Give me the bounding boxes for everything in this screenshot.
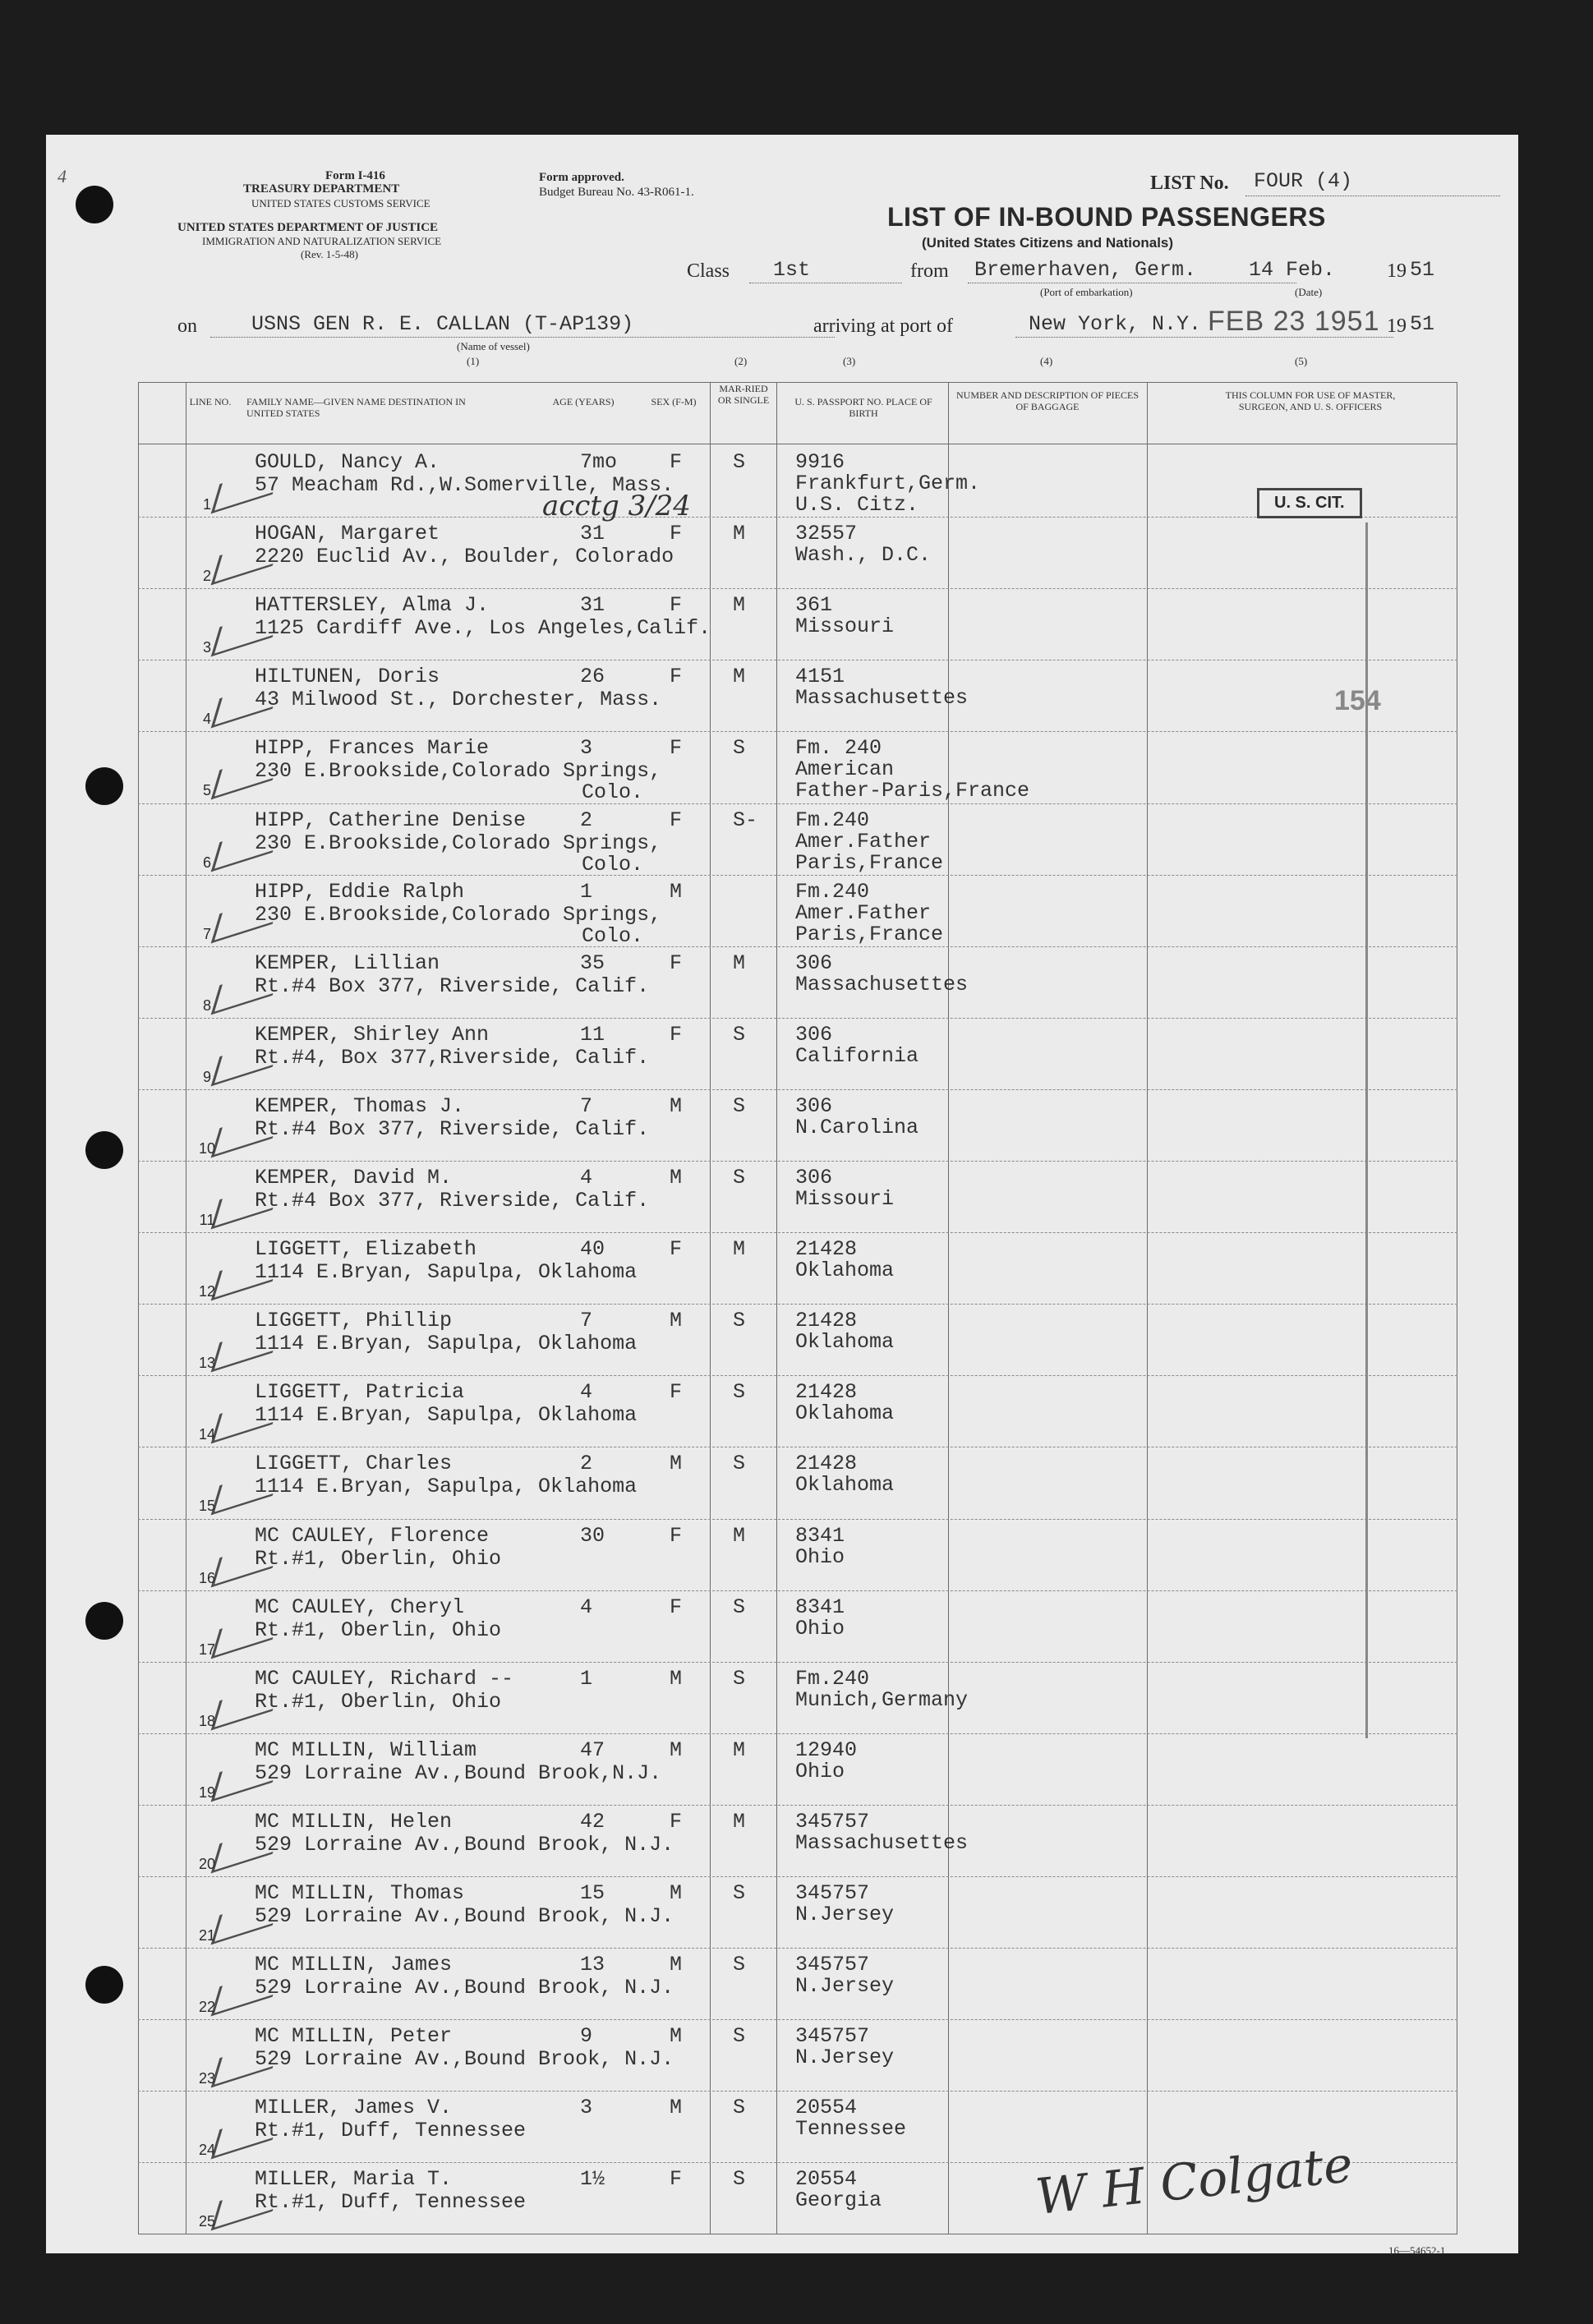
passenger-age: 7mo	[580, 450, 618, 474]
passport-number: 345757	[795, 1953, 870, 1977]
place-of-birth: Frankfurt,Germ.	[795, 472, 981, 495]
passenger-name: HILTUNEN, Doris	[255, 665, 440, 689]
passport-number: 306	[795, 1093, 833, 1118]
passenger-address: Rt.#1, Oberlin, Ohio	[255, 1689, 502, 1714]
passenger-age: 4	[580, 1380, 593, 1405]
passenger-name: KEMPER, Lillian	[255, 950, 440, 975]
passenger-sex: M	[670, 1737, 683, 1762]
passenger-name: MC CAULEY, Richard --	[255, 1666, 514, 1691]
passenger-name: HIPP, Frances Marie	[255, 736, 490, 761]
passenger-address: 1114 E.Bryan, Sapulpa, Oklahoma	[255, 1260, 638, 1285]
passenger-age: 15	[580, 1881, 605, 1905]
passenger-age: 3	[580, 736, 593, 761]
passenger-name: HATTERSLEY, Alma J.	[255, 593, 490, 618]
line-number: 11	[199, 1212, 215, 1228]
place-of-birth: Ohio	[795, 1759, 845, 1783]
marital-status: S	[733, 1452, 746, 1476]
line-number: 25	[198, 2213, 216, 2230]
line-number: 24	[198, 2142, 216, 2159]
passenger-sex: F	[670, 1022, 683, 1047]
place-of-birth: N.Jersey	[795, 1903, 895, 1926]
row-divider	[138, 2019, 1457, 2020]
col-num-3: (3)	[843, 355, 856, 367]
place-of-birth: Massachusettes	[795, 686, 969, 711]
passenger-address: Rt.#1, Oberlin, Ohio	[255, 1546, 502, 1571]
passenger-sex: M	[670, 1881, 683, 1905]
port-caption: (Port of embarkation)	[1040, 286, 1133, 298]
line-number: 21	[198, 1927, 216, 1944]
passenger-name: KEMPER, David M.	[255, 1166, 453, 1190]
passenger-name: LIGGETT, Elizabeth	[255, 1237, 477, 1262]
place-of-birth: California	[795, 1043, 919, 1068]
line-number: 13	[198, 1355, 216, 1372]
marital-status: M	[733, 1237, 746, 1262]
passenger-sex: M	[670, 1309, 683, 1333]
passenger-age: 3	[580, 2096, 593, 2120]
place-of-birth: Oklahoma	[795, 1259, 895, 1283]
place-of-birth-cont: Father-Paris,France	[795, 779, 1030, 803]
passenger-name: LIGGETT, Phillip	[255, 1309, 453, 1333]
passport-number: Fm.240	[795, 1666, 870, 1691]
budget-bureau: Budget Bureau No. 43-R061-1.	[539, 186, 694, 199]
vessel-underline	[210, 337, 835, 338]
passenger-sex: F	[670, 736, 683, 761]
marital-status: M	[733, 1737, 746, 1762]
passenger-age: 2	[580, 808, 593, 832]
passenger-address: 1114 E.Bryan, Sapulpa, Oklahoma	[255, 1403, 638, 1428]
place-of-birth: Georgia	[795, 2188, 882, 2213]
row-divider	[138, 1232, 1457, 1233]
passport-number: Fm.240	[795, 808, 870, 832]
passenger-name: GOULD, Nancy A.	[255, 450, 440, 474]
row-divider	[138, 1590, 1457, 1591]
place-of-birth: N.Jersey	[795, 1974, 895, 1999]
passport-number: 21428	[795, 1380, 858, 1405]
passport-number: 20554	[795, 2096, 858, 2120]
passenger-sex: F	[670, 1809, 683, 1834]
date-caption: (Date)	[1295, 286, 1323, 298]
passport-number: 20554	[795, 2167, 858, 2192]
place-of-birth: Amer.Father	[795, 900, 932, 925]
passport-number: 21428	[795, 1452, 858, 1476]
place-of-birth: Massachusettes	[795, 1830, 969, 1855]
punch-hole	[85, 1602, 123, 1640]
line-number: 6	[202, 854, 211, 871]
passenger-name: KEMPER, Thomas J.	[255, 1093, 465, 1118]
passenger-name: KEMPER, Shirley Ann	[255, 1022, 490, 1047]
passenger-address: 529 Lorraine Av.,Bound Brook, N.J.	[255, 1904, 674, 1928]
passport-number: 306	[795, 950, 833, 975]
passenger-age: 13	[580, 1953, 605, 1977]
passenger-address: 2220 Euclid Av., Boulder, Colorado	[255, 545, 674, 569]
passport-number: 306	[795, 1166, 833, 1190]
year-value: 51	[1410, 258, 1435, 282]
col-head-sex: SEX (F-M)	[651, 396, 697, 407]
passenger-sex: M	[670, 1666, 683, 1691]
passenger-address: 1114 E.Bryan, Sapulpa, Oklahoma	[255, 1332, 638, 1356]
passport-number: Fm. 240	[795, 736, 882, 761]
arrival-year: 51	[1410, 312, 1435, 336]
embarkation-date: 14 Feb.	[1249, 258, 1336, 282]
marital-status: S	[733, 1309, 746, 1333]
passenger-age: 35	[580, 950, 605, 975]
passenger-sex: M	[670, 1452, 683, 1476]
punch-hole	[85, 767, 123, 805]
passport-number: 21428	[795, 1237, 858, 1262]
passenger-sex: F	[670, 1595, 683, 1619]
ins-service: IMMIGRATION AND NATURALIZATION SERVICE	[202, 235, 442, 247]
marital-status: M	[733, 950, 746, 975]
place-of-birth: Oklahoma	[795, 1473, 895, 1498]
passenger-age: 1½	[580, 2167, 605, 2192]
col-head-age: AGE (YEARS)	[552, 396, 615, 407]
line-number: 10	[198, 1139, 216, 1157]
passenger-age: 31	[580, 593, 605, 618]
row-divider	[138, 946, 1457, 947]
passenger-sex: M	[670, 1953, 683, 1977]
on-label: on	[177, 315, 197, 337]
place-of-birth: Oklahoma	[795, 1330, 895, 1355]
passenger-age: 31	[580, 522, 605, 546]
marital-status: M	[733, 593, 746, 618]
year-prefix: 19	[1387, 260, 1407, 282]
passenger-address: Rt.#4 Box 377, Riverside, Calif.	[255, 1116, 650, 1141]
row-divider	[138, 1805, 1457, 1806]
passport-number: 361	[795, 593, 833, 618]
passport-number: 4151	[795, 665, 845, 689]
row-divider	[138, 1519, 1457, 1520]
marital-status: S	[733, 450, 746, 474]
line-number: 15	[198, 1498, 216, 1515]
row-divider	[138, 1161, 1457, 1162]
passport-number: 8341	[795, 1595, 845, 1619]
embarkation-port: Bremerhaven, Germ.	[974, 258, 1197, 282]
passenger-address: 230 E.Brookside,Colorado Springs,	[255, 831, 662, 855]
passenger-age: 2	[580, 1452, 593, 1476]
marital-status: S	[733, 1093, 746, 1118]
col-num-2: (2)	[734, 355, 748, 367]
passport-number: 32557	[795, 522, 858, 546]
passenger-name: MC CAULEY, Cheryl	[255, 1595, 465, 1619]
col-head-name: FAMILY NAME—GIVEN NAME DESTINATION IN UNITED STATES	[246, 396, 466, 419]
row-divider	[138, 731, 1457, 732]
from-label: from	[910, 260, 949, 282]
place-of-birth-cont: U.S. Citz.	[795, 493, 919, 517]
place-of-birth: Missouri	[795, 1187, 895, 1211]
handwritten-annotation: acctg 3/24	[542, 490, 691, 522]
passenger-address-cont: Colo.	[582, 852, 644, 877]
line-number: 19	[198, 1783, 216, 1801]
passenger-name: MC MILLIN, William	[255, 1737, 477, 1762]
punch-hole	[85, 1966, 123, 2004]
place-of-birth: Ohio	[795, 1544, 845, 1569]
place-of-birth: N.Carolina	[795, 1115, 919, 1139]
passenger-sex: M	[670, 879, 683, 904]
passenger-age: 40	[580, 1237, 605, 1262]
passport-number: 9916	[795, 450, 845, 474]
page-title: LIST OF IN-BOUND PASSENGERS	[887, 202, 1326, 232]
passenger-address: Rt.#4 Box 377, Riverside, Calif.	[255, 973, 650, 998]
officer-signature: W H Colgate	[1033, 2135, 1356, 2227]
line-number: 14	[198, 1426, 216, 1443]
passenger-sex: F	[670, 2167, 683, 2192]
passport-number: 306	[795, 1022, 833, 1047]
col-head-married: MAR-RIED OR SINGLE	[717, 383, 770, 406]
line-number: 3	[202, 639, 211, 656]
passenger-address: 57 Meacham Rd.,W.Somerville, Mass.	[255, 473, 674, 497]
col-head-line: LINE NO.	[189, 396, 232, 407]
passenger-address: Rt.#1, Oberlin, Ohio	[255, 1618, 502, 1642]
row-divider	[138, 2091, 1457, 2092]
passenger-age: 47	[580, 1737, 605, 1762]
marital-status: S	[733, 1953, 746, 1977]
marital-status: M	[733, 522, 746, 546]
place-of-birth: Massachusettes	[795, 972, 969, 996]
page-subtitle: (United States Citizens and Nationals)	[922, 235, 1174, 251]
marital-status: S	[733, 2024, 746, 2049]
marital-status: S-	[733, 808, 758, 832]
row-divider	[138, 1018, 1457, 1019]
class-label: Class	[687, 260, 730, 282]
list-number: FOUR (4)	[1254, 169, 1353, 193]
passenger-address: Rt.#4, Box 377,Riverside, Calif.	[255, 1045, 650, 1070]
customs-service: UNITED STATES CUSTOMS SERVICE	[251, 197, 430, 209]
treasury-dept: TREASURY DEPARTMENT	[243, 182, 400, 196]
passenger-name: LIGGETT, Charles	[255, 1452, 453, 1476]
line-number: 16	[198, 1569, 216, 1586]
marital-status: M	[733, 665, 746, 689]
line-number: 7	[202, 925, 211, 942]
marital-status: S	[733, 1881, 746, 1905]
line-number: 1	[202, 496, 211, 513]
passenger-name: MC MILLIN, James	[255, 1953, 453, 1977]
passenger-age: 7	[580, 1309, 593, 1333]
marital-status: M	[733, 1523, 746, 1548]
justice-dept: UNITED STATES DEPARTMENT OF JUSTICE	[177, 221, 439, 234]
passenger-address: 529 Lorraine Av.,Bound Brook,N.J.	[255, 1760, 662, 1785]
row-divider	[138, 1304, 1457, 1305]
passenger-name: LIGGETT, Patricia	[255, 1380, 465, 1405]
arrival-date-stamp: FEB 23 1951	[1208, 306, 1380, 337]
passenger-name: MILLER, James V.	[255, 2096, 453, 2120]
passenger-sex: F	[670, 808, 683, 832]
marital-status: S	[733, 1666, 746, 1691]
passenger-address: Rt.#1, Duff, Tennessee	[255, 2119, 527, 2143]
passenger-name: MILLER, Maria T.	[255, 2167, 453, 2192]
us-citizen-stamp: U. S. CIT.	[1257, 488, 1362, 518]
passport-number: 345757	[795, 1881, 870, 1905]
passenger-sex: F	[670, 1380, 683, 1405]
place-of-birth: N.Jersey	[795, 2046, 895, 2070]
line-number: 17	[198, 1641, 216, 1658]
passenger-sex: F	[670, 1523, 683, 1548]
punch-hole	[76, 186, 113, 223]
passenger-address: 43 Milwood St., Dorchester, Mass.	[255, 688, 662, 712]
passenger-address: 529 Lorraine Av.,Bound Brook, N.J.	[255, 1976, 674, 2000]
arrival-port: New York, N.Y.	[1029, 312, 1202, 336]
passenger-address: 529 Lorraine Av.,Bound Brook, N.J.	[255, 1832, 674, 1857]
place-of-birth-cont: Paris,France	[795, 850, 944, 875]
passenger-age: 1	[580, 1666, 593, 1691]
passenger-address-cont: Colo.	[582, 923, 644, 948]
passenger-age: 1	[580, 879, 593, 904]
row-divider	[138, 1089, 1457, 1090]
form-revision: (Rev. 1-5-48)	[301, 248, 358, 260]
arrival-underline	[1015, 337, 1393, 338]
row-divider	[138, 875, 1457, 876]
place-of-birth: Wash., D.C.	[795, 543, 932, 568]
place-of-birth: Munich,Germany	[795, 1687, 969, 1712]
passenger-name: MC MILLIN, Thomas	[255, 1881, 465, 1905]
passport-number: 345757	[795, 2024, 870, 2049]
passenger-address: 529 Lorraine Av.,Bound Brook, N.J.	[255, 2047, 674, 2072]
place-of-birth: Amer.Father	[795, 829, 932, 854]
record-number-stamp: 154	[1334, 685, 1381, 716]
passport-number: Fm.240	[795, 879, 870, 904]
punch-hole	[85, 1131, 123, 1169]
vessel-caption: (Name of vessel)	[457, 340, 530, 352]
col-head-officers: THIS COLUMN FOR USE OF MASTER, SURGEON, AND U. S. OFFICERS	[1225, 389, 1396, 412]
line-number: 5	[202, 782, 211, 799]
passenger-address: Rt.#4 Box 377, Riverside, Calif.	[255, 1189, 650, 1213]
passport-number: 21428	[795, 1309, 858, 1333]
passenger-sex: F	[670, 1237, 683, 1262]
line-number: 8	[202, 996, 211, 1014]
col-head-baggage: NUMBER AND DESCRIPTION OF PIECES OF BAGGAGE	[955, 389, 1140, 412]
passport-number: 8341	[795, 1523, 845, 1548]
passenger-name: HOGAN, Margaret	[255, 522, 440, 546]
line-number: 18	[198, 1712, 216, 1729]
marital-status: S	[733, 1022, 746, 1047]
margin-mark: 4	[58, 166, 67, 186]
arrival-year-prefix: 19	[1387, 315, 1407, 337]
list-label: LIST No.	[1150, 173, 1229, 194]
place-of-birth: Oklahoma	[795, 1401, 895, 1426]
passenger-sex: M	[670, 2096, 683, 2120]
line-number: 9	[202, 1068, 211, 1085]
passenger-address: 230 E.Brookside,Colorado Springs,	[255, 759, 662, 784]
arriving-label: arriving at port of	[813, 315, 953, 337]
col-num-1: (1)	[467, 355, 480, 367]
marital-status: S	[733, 2167, 746, 2192]
marital-status: S	[733, 736, 746, 761]
passenger-age: 11	[580, 1022, 605, 1047]
passenger-sex: F	[670, 450, 683, 474]
passenger-sex: M	[670, 1093, 683, 1118]
passenger-address: 1125 Cardiff Ave., Los Angeles,Calif.	[255, 616, 711, 641]
marital-status: M	[733, 1809, 746, 1834]
vessel-name: USNS GEN R. E. CALLAN (T-AP139)	[251, 312, 634, 336]
passenger-address-cont: Colo.	[582, 780, 644, 805]
row-divider	[138, 1662, 1457, 1663]
passenger-sex: M	[670, 1166, 683, 1190]
passenger-age: 4	[580, 1166, 593, 1190]
line-number: 12	[198, 1283, 216, 1300]
place-of-birth: American	[795, 757, 895, 782]
passenger-name: MC CAULEY, Florence	[255, 1523, 490, 1548]
passenger-name: HIPP, Eddie Ralph	[255, 879, 465, 904]
passenger-age: 7	[580, 1093, 593, 1118]
passenger-sex: F	[670, 522, 683, 546]
passport-number: 12940	[795, 1737, 858, 1762]
form-number: Form I-416	[325, 169, 385, 182]
marital-status: S	[733, 1166, 746, 1190]
marital-status: S	[733, 2096, 746, 2120]
col-num-4: (4)	[1040, 355, 1053, 367]
place-of-birth: Tennessee	[795, 2117, 907, 2142]
passenger-age: 9	[580, 2024, 593, 2049]
passenger-age: 42	[580, 1809, 605, 1834]
class-value: 1st	[773, 258, 811, 282]
row-divider	[138, 1948, 1457, 1949]
passenger-name: HIPP, Catherine Denise	[255, 808, 527, 832]
row-divider	[138, 1876, 1457, 1877]
line-number: 23	[198, 2070, 216, 2087]
passenger-address: Rt.#1, Duff, Tennessee	[255, 2190, 527, 2215]
passenger-address: 1114 E.Bryan, Sapulpa, Oklahoma	[255, 1475, 638, 1499]
marital-status: S	[733, 1595, 746, 1619]
form-footer-code: 16—54652-1	[1388, 2244, 1446, 2257]
row-divider	[138, 1733, 1457, 1734]
form-approved: Form approved.	[539, 171, 624, 184]
row-divider	[138, 803, 1457, 804]
passenger-name: MC MILLIN, Peter	[255, 2024, 453, 2049]
passport-number: 345757	[795, 1809, 870, 1834]
row-divider	[138, 588, 1457, 589]
passenger-sex: F	[670, 950, 683, 975]
passenger-sex: F	[670, 593, 683, 618]
row-divider	[138, 1375, 1457, 1376]
line-number: 22	[198, 1999, 216, 2016]
line-number: 20	[198, 1855, 216, 1872]
line-number: 4	[202, 711, 211, 728]
col-head-passport: U. S. PASSPORT NO. PLACE OF BIRTH	[794, 396, 932, 419]
passenger-name: MC MILLIN, Helen	[255, 1809, 453, 1834]
place-of-birth-cont: Paris,France	[795, 922, 944, 946]
line-number: 2	[202, 568, 211, 585]
marital-status: S	[733, 1380, 746, 1405]
passenger-age: 30	[580, 1523, 605, 1548]
place-of-birth: Ohio	[795, 1616, 845, 1641]
passenger-sex: F	[670, 665, 683, 689]
col-num-5: (5)	[1295, 355, 1308, 367]
passenger-age: 26	[580, 665, 605, 689]
passenger-sex: M	[670, 2024, 683, 2049]
passenger-age: 4	[580, 1595, 593, 1619]
passenger-address: 230 E.Brookside,Colorado Springs,	[255, 902, 662, 927]
place-of-birth: Missouri	[795, 614, 895, 639]
